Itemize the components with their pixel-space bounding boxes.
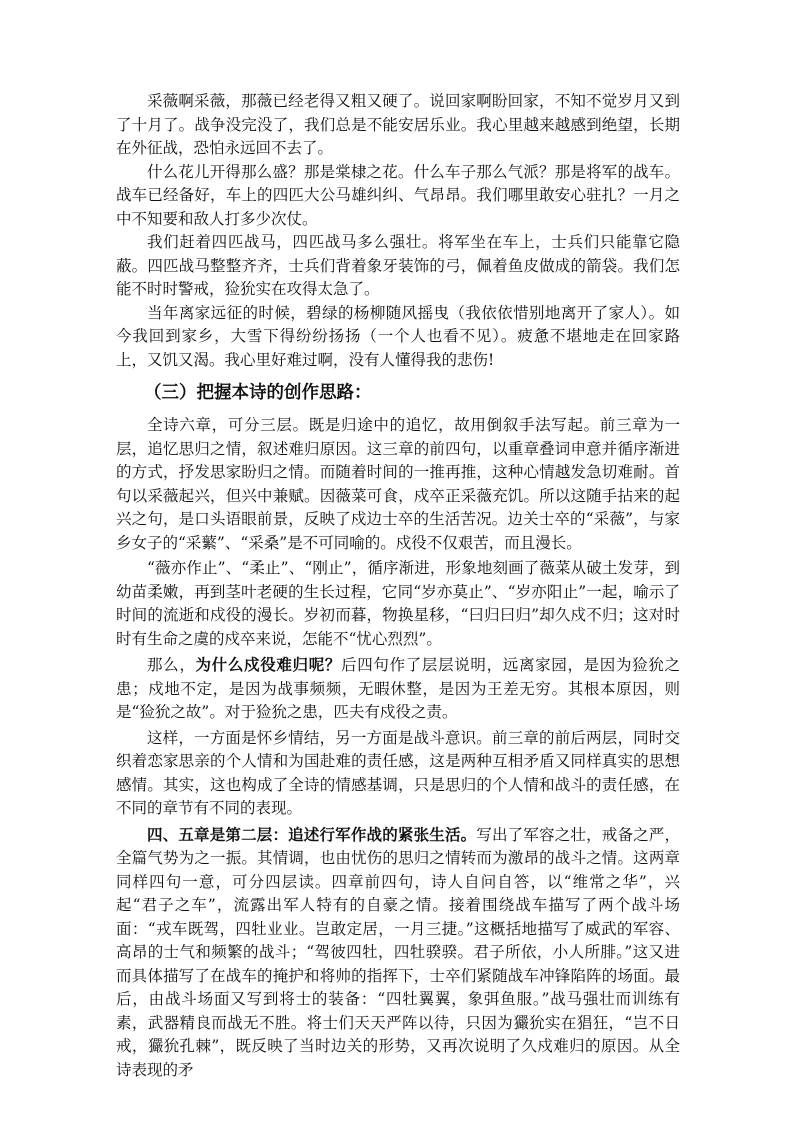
section-heading: （三）把握本诗的创作思路： [144, 383, 372, 403]
translation-paragraph-4: 当年离家远征的时候，碧绿的杨柳随风摇曳（我依依惜别地离开了家人）。如今我回到家乡，大雪下得纷纷扬扬（一个人也看不见）。疲惫不堪地走在回家路上，又饥又渴。我心里好难过啊，没有人懂得我的悲伤! [116, 303, 680, 369]
analysis-paragraph-1: 全诗六章，可分三层。既是归途中的追忆，故用倒叙手法写起。前三章为一层，追忆思归之情，叙述难归原因。这三章的前四句，以重章叠词申意并循序渐进的方式，抒发思家盼归之情。而随着时间的一推再推，这种心情越发急切难耐。首句以采薇起兴，但兴中兼赋。因薇菜可食，戍卒正采薇充饥。所以这随手拈来的起兴之句，是口头语眼前景，反映了戍边士卒的生活苦况。边关士卒的“采薇”，与家乡女子的“采蘩”、“采桑”是不可同喻的。戍役不仅艰苦，而且漫长。 [116, 416, 680, 552]
analysis-paragraph-5-lead: 四、五章是第二层：追述行军作战的紧张生活。 [147, 824, 477, 844]
analysis-paragraph-5-body: 写出了军容之壮，戒备之严，全篇气势为之一振。其情调，也由忧伤的思归之情转而为激昂的战斗之情。这两章同样四句一意，可分四层读。四章前四句，诗人自问自答，以“维常之华”，兴起“君子之车”，流露出军人特有的自豪之情。接着围绕战车描写了两个战斗场面：“戎车既驾，四牡业业。岂敢定居，一月三捷。”这概括地描写了威武的军容、高昂的士气和频繁的战斗；“驾彼四牡，四牡骙骙。君子所依，小人所腓。”这又进而具体描写了在战车的掩护和将帅的指挥下，士卒们紧随战车冲锋陷阵的场面。最后，由战斗场面又写到将士的装备：“四牡翼翼，象弭鱼服。”战马强壮而训练有素，武器精良而战无不胜。将士们天天严阵以待，只因为玁狁实在猖狂，“岂不日戒，玁狁孔棘”，既反映了当时边关的形势，又再次说明了久戍难归的原因。从全诗表现的矛 [116, 825, 680, 1079]
analysis-paragraph-3-body: 后四句作了层层说明，远离家园，是因为猃狁之患；戍地不定，是因为战事频频，无暇休整，是因为王差无穷。其根本原因，则是“猃狁之故”。对于猃狁之患，匹夫有戍役之责。 [116, 656, 680, 721]
translation-paragraph-3: 我们赶着四匹战马，四匹战马多么强壮。将军坐在车上，士兵们只能靠它隐蔽。四匹战马整整齐齐，士兵们背着象牙装饰的弓，佩着鱼皮做成的箭袋。我们怎能不时时警戒，猃狁实在攻得太急了。 [116, 233, 680, 298]
analysis-paragraph-3 [116, 653, 680, 725]
analysis-paragraph-5 [116, 823, 680, 1083]
analysis-paragraph-3-question: 为什么戍役难归呢？ [195, 655, 342, 674]
analysis-paragraph-3-prefix: 那么， [147, 656, 196, 674]
translation-paragraph-1: 采薇啊采薇，那薇已经老得又粗又硬了。说回家啊盼回家，不知不觉岁月又到了十月了。战争没完没了，我们总是不能安居乐业。我心里越来越感到绝望，长期在外征战，恐怕永远回不去了。 [116, 92, 680, 157]
translation-paragraph-2: 什么花儿开得那么盛？那是棠棣之花。什么车子那么气派？那是将军的战车。战车已经备好，车上的四匹大公马雄纠纠、气昂昂。我们哪里敢安心驻扎？一月之中不知要和敌人打多少次仗。 [116, 162, 680, 228]
analysis-paragraph-4: 这样，一方面是怀乡情结，另一方面是战斗意识。前三章的前后两层，同时交织着恋家思亲的个人情和为国赴难的责任感，这是两种互相矛盾又同样真实的思想感情。其实，这也构成了全诗的情感基调，只是思归的个人情和战斗的责任感，在不同的章节有不同的表现。 [116, 728, 680, 817]
analysis-paragraph-2: “薇亦作止”、“柔止”、“刚止”，循序渐进，形象地刻画了薇菜从破土发芽，到幼苗柔嫩，再到茎叶老硬的生长过程，它同“岁亦莫止”、“岁亦阳止”一起，喻示了时间的流逝和戍役的漫长。岁初而暮，物换星移，“曰归曰归”却久戍不归；这对时时有生命之虞的戍卒来说，怎能不“忧心烈烈”。 [116, 559, 680, 648]
document-page [116, 90, 680, 1084]
